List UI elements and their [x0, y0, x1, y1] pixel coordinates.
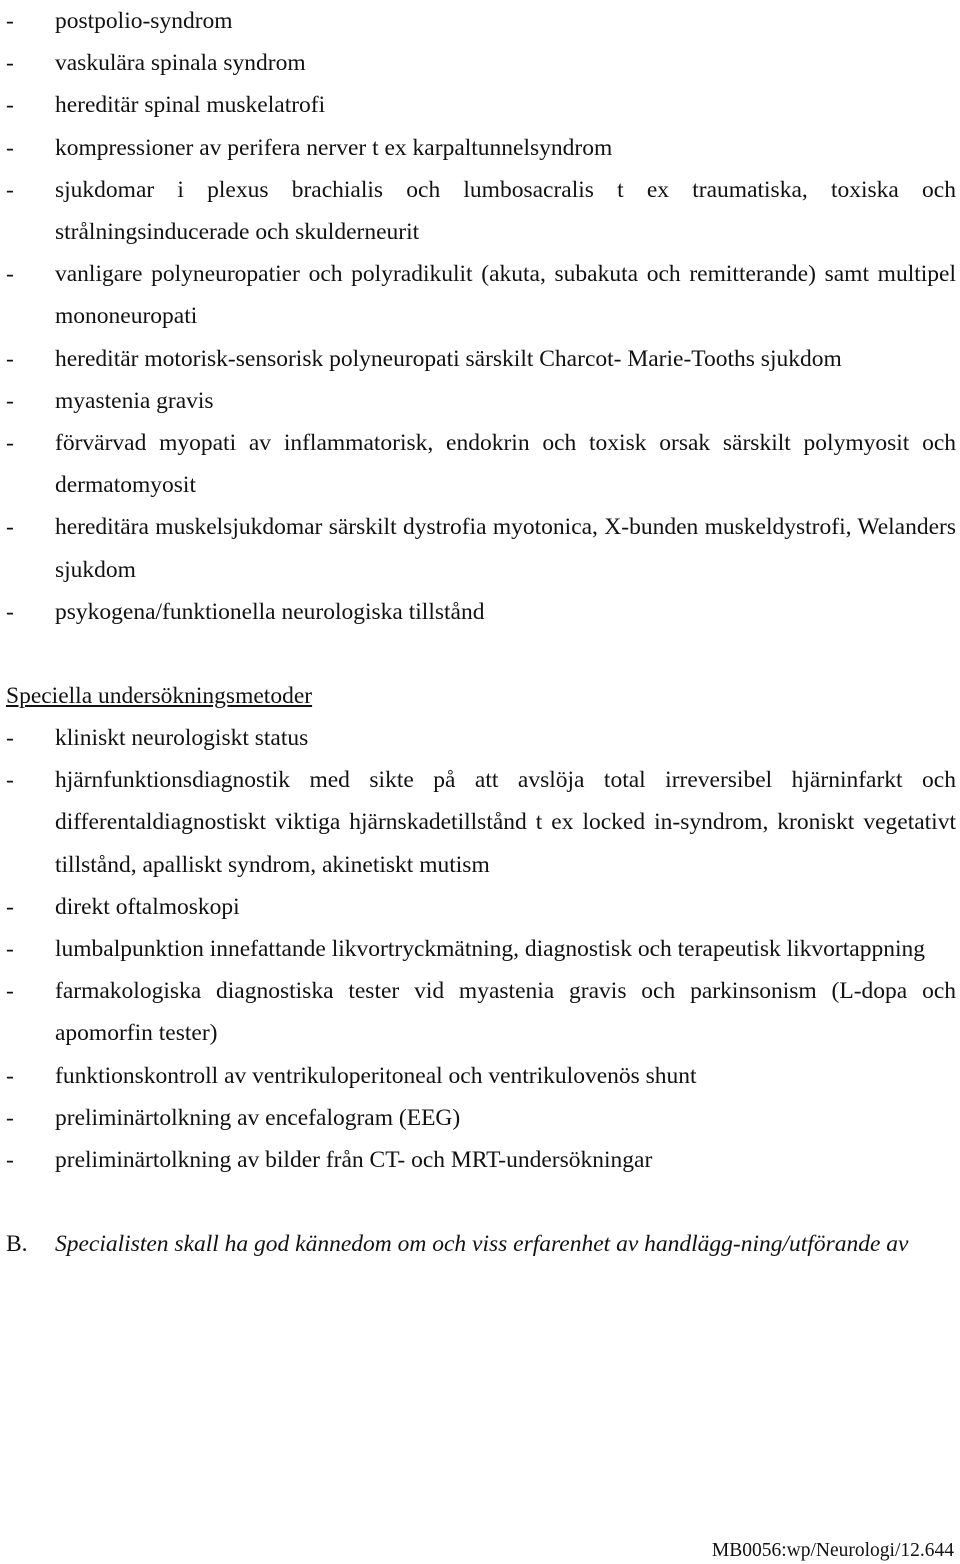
list-item-text: postpolio-syndrom	[55, 8, 233, 34]
spacer	[6, 1181, 956, 1223]
list-item	[6, 970, 956, 1054]
list-item-text: lumbalpunktion innefattande likvortryckmätning, diagnostisk och terapeutisk likvortappning	[55, 936, 925, 963]
list-item-text: psykogena/funktionella neurologiska tillstånd	[55, 598, 485, 625]
list-item	[6, 506, 956, 590]
list-dash: -	[6, 725, 14, 752]
list-item	[6, 127, 956, 169]
list-dash: -	[6, 176, 14, 203]
list-dash: -	[6, 430, 14, 457]
list-item-text: farmakologiska diagnostiska tester vid myastenia gravis och parkinsonism (L-dopa och apomorfin tester)	[55, 978, 956, 1047]
list-item-text: förvärvad myopati av inflammatorisk, endokrin och toxisk orsak särskilt polymyosit och dermatomyosit	[55, 430, 956, 499]
condition-list	[6, 0, 956, 633]
list-item-text: hereditär motorisk-sensorisk polyneuropati särskilt Charcot- Marie-Tooths sjukdom	[55, 345, 842, 372]
list-item	[6, 591, 956, 633]
list-item	[6, 1139, 956, 1181]
list-item	[6, 84, 956, 126]
list-dash: -	[6, 514, 14, 541]
section-b-paragraph	[6, 1223, 956, 1266]
list-item	[6, 380, 956, 422]
list-item-text: vaskulära spinala syndrom	[55, 50, 306, 77]
list-item-text: funktionskontroll av ventrikuloperitoneal och ventrikulovenös shunt	[55, 1062, 697, 1089]
list-item	[6, 0, 956, 42]
list-item-text: preliminärtolkning av encefalogram (EEG)	[55, 1104, 461, 1131]
list-item-text: kliniskt neurologiskt status	[55, 725, 309, 752]
list-dash: -	[6, 50, 14, 77]
list-dash: -	[6, 345, 14, 372]
list-item-text: hereditär spinal muskelatrofi	[55, 92, 326, 119]
list-item-text: myastenia gravis	[55, 387, 214, 414]
section-b-marker: B.	[6, 1231, 28, 1258]
list-item	[6, 169, 956, 253]
list-item-text: hereditära muskelsjukdomar särskilt dystrofia myotonica, X-bunden muskeldystrofi, Welanders sjukdom	[55, 514, 956, 583]
list-item	[6, 886, 956, 928]
list-dash: -	[6, 134, 14, 161]
section-b-text: Specialisten skall ha god kännedom om och viss erfarenhet av handlägg-ning/utförande av	[55, 1231, 909, 1258]
list-dash: -	[6, 978, 14, 1005]
list-item	[6, 759, 956, 886]
list-item-text: vanligare polyneuropatier och polyradikulit (akuta, subakuta och remitterande) samt multipel mononeuropati	[55, 261, 956, 330]
list-item-text: kompressioner av perifera nerver t ex karpaltunnelsyndrom	[55, 134, 613, 161]
list-dash: -	[6, 598, 14, 625]
list-dash: -	[6, 1062, 14, 1089]
list-item	[6, 338, 956, 380]
list-item	[6, 717, 956, 759]
list-item	[6, 42, 956, 84]
list-dash: -	[6, 936, 14, 963]
list-dash: -	[6, 261, 14, 288]
spacer	[6, 633, 956, 675]
document-page	[6, 0, 956, 1266]
list-dash: -	[6, 893, 14, 920]
list-dash: -	[6, 1147, 14, 1174]
list-item-text: hjärnfunktionsdiagnostik med sikte på att avslöja total irreversibel hjärninfarkt och differentaldiagnostiskt viktiga hjärnskadetillstånd t ex locked in-syndrom, kroniskt vegetativt tillstånd, apalliskt syndrom, akinetiskt mutism	[55, 767, 956, 878]
section-heading: Speciella undersökningsmetoder	[6, 683, 313, 710]
list-item	[6, 1055, 956, 1097]
list-dash: -	[6, 8, 14, 34]
document-footer-reference: MB0056:wp/Neurologi/12.644	[711, 1540, 954, 1561]
list-dash: -	[6, 767, 14, 794]
method-list	[6, 717, 956, 1181]
list-item	[6, 422, 956, 506]
list-item-text: sjukdomar i plexus brachialis och lumbosacralis t ex traumatiska, toxiska och strålningsinducerade och skulderneurit	[55, 176, 956, 246]
list-dash: -	[6, 1104, 14, 1131]
list-dash: -	[6, 387, 14, 414]
list-item	[6, 928, 956, 970]
list-item-text: preliminärtolkning av bilder från CT- och MRT-undersökningar	[55, 1147, 653, 1174]
list-item	[6, 253, 956, 337]
list-item-text: direkt oftalmoskopi	[55, 893, 240, 920]
list-item	[6, 1097, 956, 1139]
list-dash: -	[6, 92, 14, 119]
